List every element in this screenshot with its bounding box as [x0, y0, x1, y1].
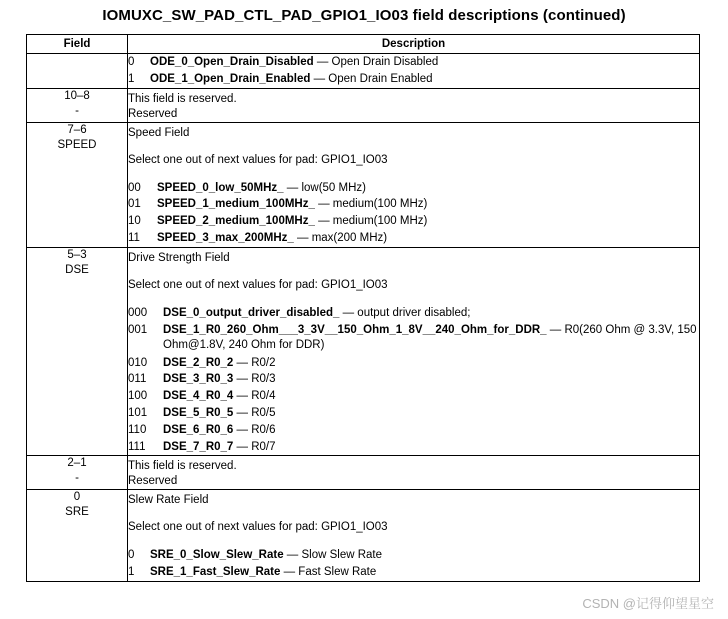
field-column-header: Field [27, 35, 128, 54]
value-row [128, 54, 699, 71]
value-code: 0 [128, 549, 135, 562]
value-name: DSE_6_R0_6 [163, 423, 234, 436]
reserved-label: Reserved [128, 107, 178, 120]
value-name: SRE_0_Slow_Slew_Rate [150, 549, 284, 562]
reserved-text: This field is reserved. [128, 460, 237, 473]
value-row [128, 422, 699, 439]
value-desc: — R0/7 [233, 440, 276, 453]
value-name: DSE_2_R0_2 [163, 356, 234, 369]
field-bits: 5–3 [67, 248, 87, 261]
value-desc: — Open Drain Enabled [310, 72, 433, 85]
value-desc: — R0/5 [233, 406, 276, 419]
value-code: 01 [128, 198, 141, 211]
value-desc: — Open Drain Disabled [313, 56, 439, 68]
value-name: DSE_3_R0_3 [163, 373, 234, 386]
value-name: SPEED_1_medium_100MHz_ [157, 198, 315, 211]
value-desc: — low(50 MHz) [283, 181, 366, 194]
field-cell [27, 88, 128, 122]
select-text: Select one out of next values for pad: GPIO1_IO03 [128, 278, 388, 291]
value-name: DSE_0_output_driver_disabled_ [163, 306, 340, 319]
field-heading: Slew Rate Field [128, 494, 209, 507]
field-bits: 0 [73, 491, 81, 504]
value-desc: — medium(100 MHz) [314, 198, 428, 211]
value-code: 0 [128, 56, 135, 68]
table-row [27, 88, 700, 122]
description-cell [128, 456, 700, 490]
value-name: SPEED_0_low_50MHz_ [157, 181, 284, 194]
field-cell [27, 490, 128, 582]
value-desc: — output driver disabled; [339, 306, 471, 319]
value-desc: — max(200 MHz) [293, 231, 388, 244]
table-header-row [27, 35, 700, 54]
table-row [27, 247, 700, 456]
select-text: Select one out of next values for pad: GPIO1_IO03 [128, 153, 388, 166]
description-cell [128, 122, 700, 247]
value-code: 000 [128, 306, 148, 319]
value-row [128, 371, 699, 388]
value-row [128, 547, 699, 564]
value-desc: — medium(100 MHz) [314, 215, 428, 228]
value-row [128, 564, 699, 581]
field-cell [27, 54, 128, 89]
table-row [27, 456, 700, 490]
field-bits: 7–6 [67, 123, 87, 136]
description-cell [128, 54, 700, 89]
value-name: ODE_0_Open_Drain_Disabled [150, 56, 314, 68]
description-column-header: Description [128, 35, 700, 54]
watermark-text: CSDN @记得仰望星空 [582, 596, 714, 611]
field-name: DSE [65, 263, 89, 276]
value-row [128, 230, 699, 247]
description-cell [128, 88, 700, 122]
value-row [128, 213, 699, 230]
field-descriptions-table [26, 34, 700, 582]
value-desc: — R0/4 [233, 390, 276, 403]
value-desc: — R0/6 [233, 423, 276, 436]
value-name: SRE_1_Fast_Slew_Rate [150, 566, 281, 579]
field-bits: 10–8 [64, 89, 90, 102]
value-desc: — R0/2 [233, 356, 276, 369]
value-desc: — R0/3 [233, 373, 276, 386]
value-desc: — Fast Slew Rate [280, 566, 377, 579]
value-row [128, 405, 699, 422]
value-code: 00 [128, 181, 141, 194]
value-row [128, 305, 699, 322]
value-code: 010 [128, 356, 148, 369]
value-code: 011 [128, 373, 147, 386]
field-bits: 2–1 [67, 457, 87, 470]
description-cell [128, 490, 700, 582]
reserved-label: Reserved [128, 475, 178, 488]
value-row [128, 355, 699, 372]
value-code: 100 [128, 390, 148, 403]
field-name: - [75, 472, 79, 485]
value-code: 1 [128, 72, 135, 85]
value-row [128, 180, 699, 197]
value-code: 11 [128, 231, 140, 244]
value-desc: — R0(260 Ohm @ 3.3V, 150 Ohm@1.8V, 240 Ohm for DDR) [163, 323, 697, 351]
value-row [128, 322, 699, 355]
value-row [128, 388, 699, 405]
value-name: DSE_1_R0_260_Ohm___3_3V__150_Ohm_1_8V__240_Ohm_for_DDR_ [163, 323, 547, 336]
value-row [128, 71, 699, 88]
value-code: 10 [128, 215, 141, 228]
field-cell [27, 247, 128, 456]
page-title: IOMUXC_SW_PAD_CTL_PAD_GPIO1_IO03 field descriptions (continued) [102, 7, 626, 24]
field-heading: Speed Field [128, 126, 190, 139]
field-name: SPEED [57, 138, 97, 151]
field-name: - [75, 104, 79, 117]
value-code: 111 [128, 440, 146, 453]
value-name: DSE_7_R0_7 [163, 440, 234, 453]
reserved-text: This field is reserved. [128, 92, 237, 105]
value-name: DSE_5_R0_5 [163, 406, 234, 419]
value-row [128, 439, 699, 456]
value-desc: — Slow Slew Rate [283, 549, 383, 562]
select-text: Select one out of next values for pad: GPIO1_IO03 [128, 521, 388, 534]
value-name: ODE_1_Open_Drain_Enabled [150, 72, 311, 85]
value-name: DSE_4_R0_4 [163, 390, 234, 403]
value-name: SPEED_3_max_200MHz_ [157, 231, 294, 244]
field-name: SRE [65, 506, 89, 519]
value-code: 1 [128, 566, 135, 579]
field-heading: Drive Strength Field [128, 251, 230, 264]
value-code: 101 [128, 406, 148, 419]
table-row [27, 122, 700, 247]
value-row [128, 196, 699, 213]
value-code: 001 [128, 323, 148, 336]
description-cell [128, 247, 700, 456]
field-cell [27, 456, 128, 490]
value-name: SPEED_2_medium_100MHz_ [157, 215, 315, 228]
field-cell [27, 122, 128, 247]
table-row [27, 490, 700, 582]
table-row [27, 54, 700, 89]
value-code: 110 [128, 423, 147, 436]
